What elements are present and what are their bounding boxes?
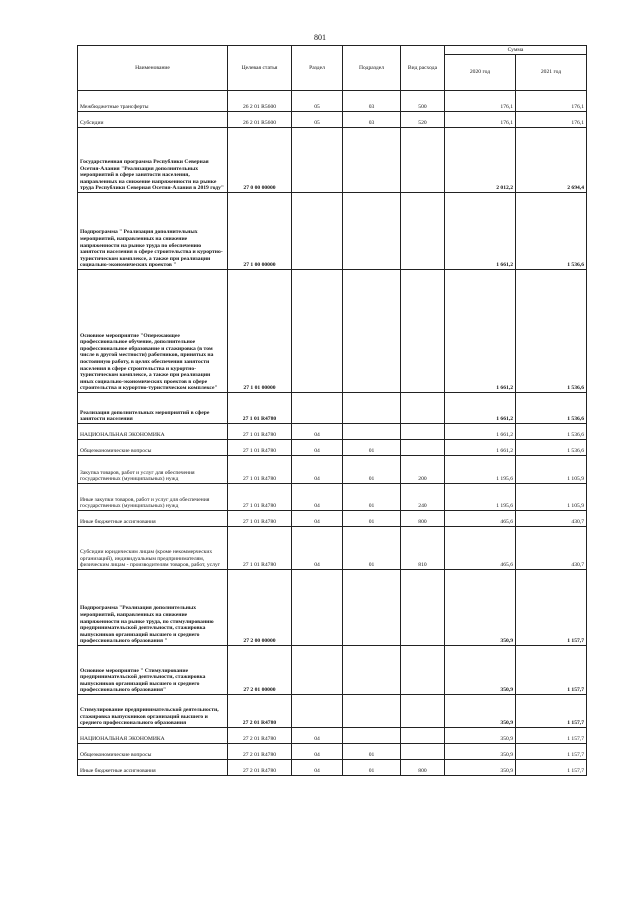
cell-target-article: 27 2 00 00000 [228, 570, 292, 646]
table-row [78, 393, 587, 424]
cell-subsection: 01 [343, 744, 401, 760]
cell-amount-2021: 430,7 [516, 527, 587, 570]
header-year-2020: 2020 год [445, 55, 516, 91]
cell-section: 04 [292, 484, 343, 511]
cell-amount-2021: 1 536,6 [516, 193, 587, 270]
table-row [78, 744, 587, 760]
cell-target-article: 27 2 01 R4780 [228, 744, 292, 760]
cell-section: 04 [292, 511, 343, 527]
cell-target-article: 27 0 00 00000 [228, 128, 292, 193]
cell-amount-2021: 430,7 [516, 511, 587, 527]
table-row [78, 527, 587, 570]
cell-amount-2021: 1 157,7 [516, 728, 587, 744]
cell-expense-type [401, 744, 445, 760]
cell-section: 04 [292, 527, 343, 570]
cell-amount-2021: 1 157,7 [516, 646, 587, 695]
cell-amount-2020: 1 195,6 [445, 456, 516, 484]
cell-name: Общеэкономические вопросы [78, 440, 228, 456]
cell-subsection [343, 570, 401, 646]
cell-expense-type [401, 128, 445, 193]
cell-amount-2021: 1 105,9 [516, 484, 587, 511]
cell-section: 05 [292, 91, 343, 112]
cell-amount-2020: 1 661,2 [445, 393, 516, 424]
cell-name: Общеэкономические вопросы [78, 744, 228, 760]
cell-section: 04 [292, 760, 343, 776]
cell-expense-type: 800 [401, 760, 445, 776]
header-target-article: Целевая статья [228, 46, 292, 91]
cell-section: 04 [292, 456, 343, 484]
cell-section: 05 [292, 112, 343, 128]
cell-subsection: 01 [343, 456, 401, 484]
page-number: 801 [314, 33, 326, 42]
cell-subsection: 01 [343, 511, 401, 527]
cell-expense-type [401, 270, 445, 393]
cell-target-article: 27 1 00 00000 [228, 193, 292, 270]
cell-target-article: 27 2 01 00000 [228, 646, 292, 695]
header-section: Раздел [292, 46, 343, 91]
cell-name: Субсидии юридическим лицам (кроме некоммерческих организаций), индивидуальным предпринимателям, физическим лицам - производителям товаров, работ, услуг [78, 527, 228, 570]
cell-name: Иные закупки товаров, работ и услуг для обеспечения государственных (муниципальных) нужд [78, 484, 228, 511]
cell-amount-2020: 350,9 [445, 760, 516, 776]
cell-target-article: 27 1 01 R4780 [228, 440, 292, 456]
cell-section [292, 695, 343, 728]
cell-amount-2020: 350,9 [445, 728, 516, 744]
cell-expense-type: 500 [401, 91, 445, 112]
cell-subsection [343, 646, 401, 695]
cell-subsection [343, 728, 401, 744]
cell-subsection [343, 695, 401, 728]
table-row [78, 646, 587, 695]
cell-name: НАЦИОНАЛЬНАЯ ЭКОНОМИКА [78, 424, 228, 440]
table-row [78, 760, 587, 776]
cell-target-article: 27 1 01 00000 [228, 270, 292, 393]
cell-amount-2020: 1 661,2 [445, 270, 516, 393]
cell-target-article: 27 1 01 R4780 [228, 484, 292, 511]
cell-section [292, 270, 343, 393]
table-row [78, 91, 587, 112]
header-expense-type: Вид расхода [401, 46, 445, 91]
header-year-2021: 2021 год [516, 55, 587, 91]
table-row [78, 440, 587, 456]
table-row [78, 728, 587, 744]
cell-name: Подпрограмма " Реализация дополнительных мероприятий, направленных на снижение напряженности на рынке труда по обеспечению занятости населения в сфере строительства и курортно-туристическом комплексе, а также при реализации социально-экономических проектов " [78, 193, 228, 270]
cell-amount-2020: 176,1 [445, 112, 516, 128]
cell-name: Подпрограмма "Реализация дополнительных мероприятий, направленных на снижение напряженности на рынке труда, по стимулированию предпринимательской деятельности, стажировка выпускников организаций высшего и среднего профессионального образования " [78, 570, 228, 646]
cell-amount-2020: 350,9 [445, 695, 516, 728]
cell-amount-2021: 1 157,7 [516, 570, 587, 646]
cell-name: Иные бюджетные ассигнования [78, 511, 228, 527]
table-row [78, 193, 587, 270]
cell-target-article: 27 2 01 R4780 [228, 760, 292, 776]
cell-subsection: 01 [343, 527, 401, 570]
cell-name: Основное мероприятие "Опережающее профессиональное обучение, дополнительное профессиональное образование и стажировка (в том числе в другой местности) работников, принятых на постоянную работу, в целях обеспечения занятости населения в сфере строительства и курортно-туристическом комплексе, а также при реализации иных социально-экономических проектов в сфере строительства и курортно-туристическом комплексе" [78, 270, 228, 393]
cell-amount-2020: 176,1 [445, 91, 516, 112]
cell-section [292, 393, 343, 424]
cell-name: Реализация дополнительных мероприятий в сфере занятости населения [78, 393, 228, 424]
cell-name: Межбюджетные трансферты [78, 91, 228, 112]
cell-expense-type [401, 646, 445, 695]
cell-expense-type [401, 728, 445, 744]
cell-subsection [343, 270, 401, 393]
cell-expense-type: 520 [401, 112, 445, 128]
budget-table [77, 45, 587, 776]
cell-expense-type [401, 193, 445, 270]
cell-expense-type: 240 [401, 484, 445, 511]
cell-subsection: 01 [343, 484, 401, 511]
cell-target-article: 26 2 01 R5600 [228, 91, 292, 112]
table-row [78, 112, 587, 128]
cell-subsection: 03 [343, 112, 401, 128]
table-row [78, 424, 587, 440]
table-row [78, 511, 587, 527]
cell-expense-type [401, 570, 445, 646]
cell-amount-2020: 1 661,2 [445, 193, 516, 270]
cell-subsection [343, 393, 401, 424]
cell-section [292, 570, 343, 646]
cell-target-article: 27 1 01 R4780 [228, 527, 292, 570]
table-row [78, 695, 587, 728]
cell-amount-2021: 1 536,6 [516, 440, 587, 456]
cell-target-article: 27 2 01 R4780 [228, 695, 292, 728]
cell-subsection: 01 [343, 760, 401, 776]
cell-section: 04 [292, 424, 343, 440]
cell-amount-2020: 1 661,2 [445, 424, 516, 440]
cell-section [292, 646, 343, 695]
cell-section: 04 [292, 440, 343, 456]
table-row [78, 128, 587, 193]
cell-amount-2021: 1 536,6 [516, 270, 587, 393]
cell-amount-2021: 176,1 [516, 112, 587, 128]
cell-subsection [343, 193, 401, 270]
table-row [78, 456, 587, 484]
cell-expense-type [401, 440, 445, 456]
cell-subsection [343, 128, 401, 193]
cell-subsection: 01 [343, 440, 401, 456]
cell-name: Основное мероприятие " Стимулирование предпринимательской деятельности, стажировка выпускников организаций высшего и среднего профессионального образования" [78, 646, 228, 695]
cell-amount-2020: 350,9 [445, 570, 516, 646]
cell-amount-2021: 1 536,6 [516, 393, 587, 424]
cell-expense-type [401, 424, 445, 440]
cell-name: Закупка товаров, работ и услуг для обеспечения государственных (муниципальных) нужд [78, 456, 228, 484]
cell-amount-2020: 1 661,2 [445, 440, 516, 456]
cell-expense-type: 810 [401, 527, 445, 570]
cell-target-article: 27 1 01 R4780 [228, 456, 292, 484]
cell-target-article: 27 1 01 R4780 [228, 424, 292, 440]
cell-name: Иные бюджетные ассигнования [78, 760, 228, 776]
cell-amount-2021: 2 694,4 [516, 128, 587, 193]
header-name: Наименование [78, 46, 228, 91]
header-sum: Сумма [445, 46, 587, 55]
cell-name: НАЦИОНАЛЬНАЯ ЭКОНОМИКА [78, 728, 228, 744]
cell-name: Субсидии [78, 112, 228, 128]
table-row [78, 270, 587, 393]
cell-expense-type: 800 [401, 511, 445, 527]
cell-target-article: 27 1 01 R4780 [228, 511, 292, 527]
cell-name: Стимулирование предпринимательской деятельности, стажировка выпускников организаций высшего и среднего профессионального образования [78, 695, 228, 728]
cell-amount-2020: 465,6 [445, 527, 516, 570]
cell-subsection [343, 424, 401, 440]
table-body [78, 91, 587, 776]
cell-subsection: 03 [343, 91, 401, 112]
cell-amount-2021: 176,1 [516, 91, 587, 112]
cell-amount-2020: 2 012,2 [445, 128, 516, 193]
cell-expense-type [401, 393, 445, 424]
cell-section: 04 [292, 728, 343, 744]
cell-amount-2020: 1 195,6 [445, 484, 516, 511]
cell-target-article: 27 1 01 R4780 [228, 393, 292, 424]
cell-name: Государственная программа Республики Северная Осетия-Алания "Реализация дополнительных мероприятий в сфере занятости населения, направленных на снижение напряженности на рынке труда Республики Северная Осетия-Алания в 2019 году" [78, 128, 228, 193]
cell-amount-2021: 1 105,9 [516, 456, 587, 484]
cell-expense-type: 200 [401, 456, 445, 484]
cell-target-article: 27 2 01 R4780 [228, 728, 292, 744]
cell-amount-2020: 350,9 [445, 646, 516, 695]
cell-amount-2021: 1 157,7 [516, 760, 587, 776]
header-subsection: Подраздел [343, 46, 401, 91]
cell-target-article: 26 2 01 R5600 [228, 112, 292, 128]
cell-expense-type [401, 695, 445, 728]
cell-amount-2021: 1 536,6 [516, 424, 587, 440]
table-row [78, 484, 587, 511]
cell-section [292, 128, 343, 193]
table-row [78, 570, 587, 646]
cell-amount-2021: 1 157,7 [516, 744, 587, 760]
cell-amount-2021: 1 157,7 [516, 695, 587, 728]
cell-amount-2020: 465,6 [445, 511, 516, 527]
cell-amount-2020: 350,9 [445, 744, 516, 760]
cell-section [292, 193, 343, 270]
cell-section: 04 [292, 744, 343, 760]
